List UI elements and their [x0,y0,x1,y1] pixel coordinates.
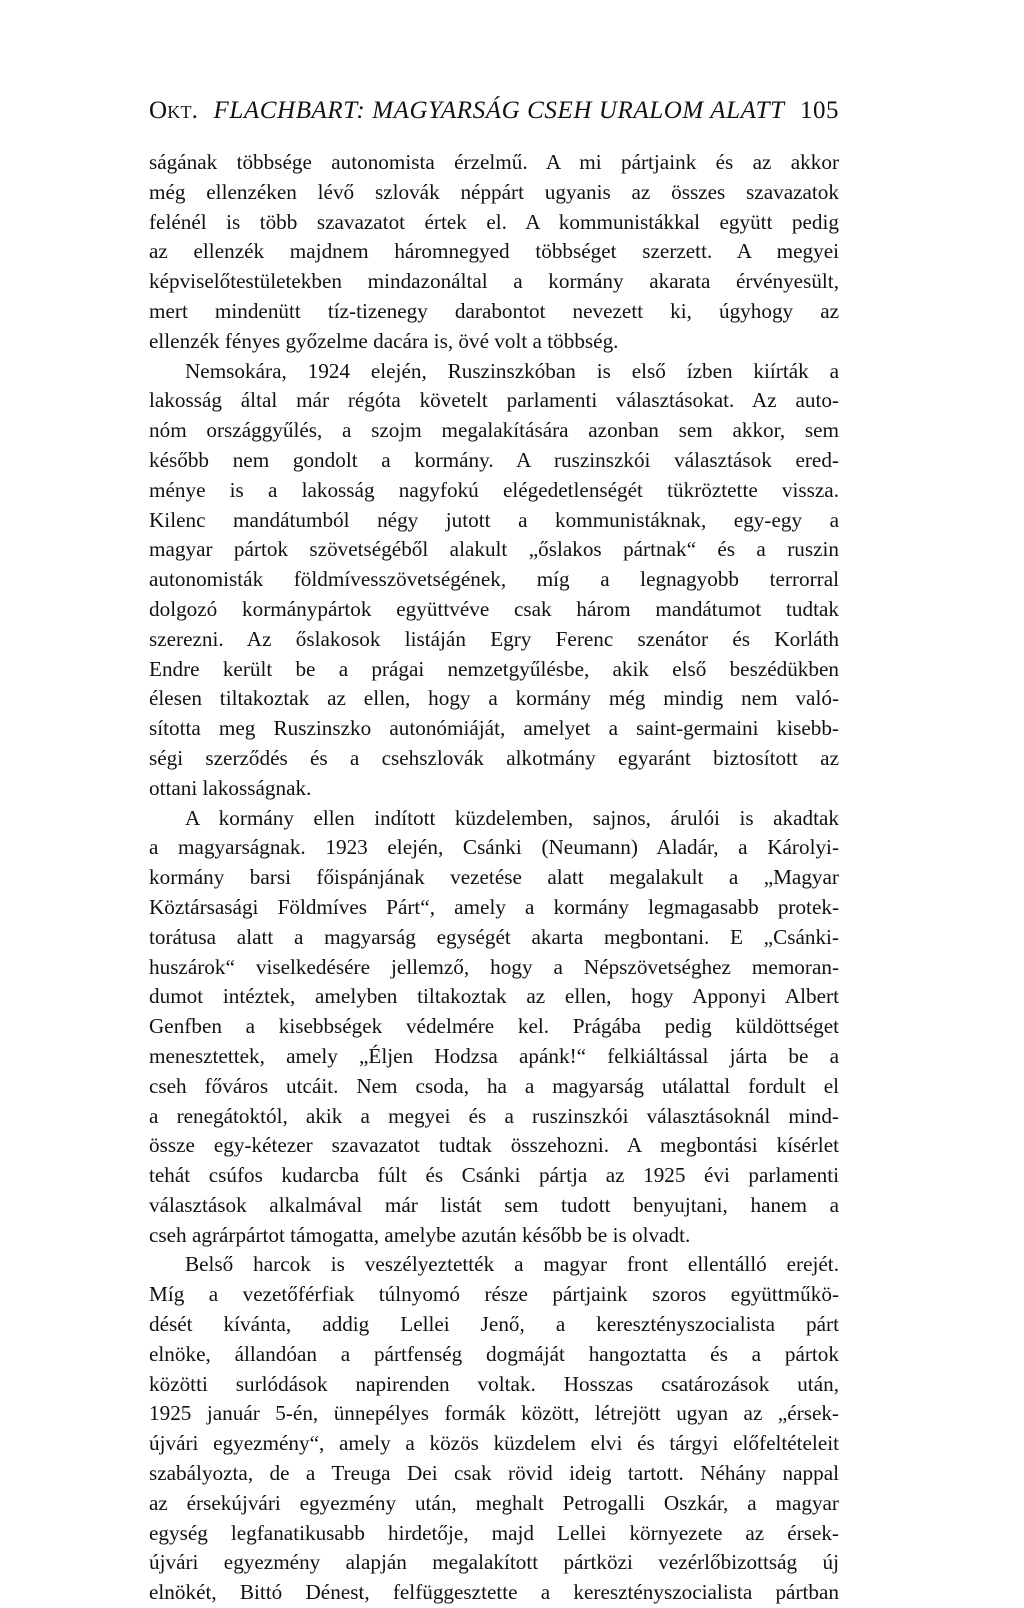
text-line: Genfben a kisebbségek védelmére kel. Prágába pedig küldöttséget [149,1014,839,1039]
text-line: ságának többsége autonomista érzelmű. A mi pártjaink és az akkor [149,150,839,174]
text-line: tehát csúfos kudarcba fúlt és Csánki pártja az 1925 évi parlamenti [149,1163,839,1188]
text-line: még ellenzéken lévő szlovák néppárt ugyanis az összes szavazatok [149,179,839,204]
running-header [149,96,839,126]
text-line: ménye is a lakosság nagyfokú elégedetlenségét tükröztette vissza. [149,477,839,502]
text-line: Belső harcok is veszélyeztették a magyar front ellentálló erejét. [185,1252,839,1277]
text-line: választások alkalmával már listát sem tudott benyujtani, hanem a [149,1192,839,1217]
text-line: Endre került be a prágai nemzetgyűlésbe, akik első beszédükben [149,656,839,681]
text-line: elnökét, Bittó Dénest, felfüggesztette a keresztényszocialista pártban [149,1580,839,1605]
text-line: szerezni. Az őslakosok listáján Egry Ferenc szenátor és Korláth [149,626,839,651]
header-title: FLACHBART: MAGYARSÁG CSEH URALOM ALATT [213,97,785,124]
text-line: Kilenc mandátumból négy jutott a kommunistáknak, egy-egy a [149,507,839,532]
text-line: Míg a vezetőférfiak túlnyomó része pártjaink szoros együttműkö- [149,1282,839,1307]
text-line: sította meg Ruszinszko autonómiáját, amelyet a saint-germaini kisebb- [149,716,839,741]
book-page [149,96,839,1608]
text-line: Nemsokára, 1924 elején, Ruszinszkóban is első ízben kiírták a [185,358,839,383]
text-line: A kormány ellen indított küzdelemben, sajnos, árulói is akadtak [185,805,839,830]
text-line: ségi szerződés és a csehszlovák alkotmány egyaránt biztosított az [149,745,839,770]
text-line: a magyarságnak. 1923 elején, Csánki (Neumann) Aladár, a Károlyi- [149,835,839,860]
text-line: dését kívánta, addig Lellei Jenő, a keresztényszocialista párt [149,1312,839,1337]
text-line: a renegátoktól, akik a megyei és a ruszinszkói választásoknál mind- [149,1103,839,1128]
text-line: képviselőtestületekben mindazonáltal a kormány akarata érvényesült, [149,269,839,294]
text-line: újvári egyezmény alapján megalakított pártközi vezérlőbizottság új [149,1550,839,1575]
text-line: egység legfanatikusabb hirdetője, majd Lellei környezete az érsek- [149,1520,839,1545]
text-line: élesen tiltakoztak az ellen, hogy a kormány még mindig nem való- [149,686,839,711]
text-line: dolgozó kormánypártok együttvéve csak három mandátumot tudtak [149,596,839,621]
text-line: magyar pártok szövetségéből alakult „őslakos pártnak“ és a ruszin [149,537,839,562]
body-text [149,148,839,1608]
text-line: közötti surlódások napirenden voltak. Hosszas csatározások után, [149,1371,839,1396]
text-line: ottani lakosságnak. [149,775,312,800]
text-line: dumot intéztek, amelyben tiltakoztak az ellen, hogy Apponyi Albert [149,984,839,1009]
text-line: cseh agrárpártot támogatta, amelybe azután később be is olvadt. [149,1222,691,1247]
text-line: huszárok“ viselkedésére jellemző, hogy a Népszövetséghez memoran- [149,954,839,979]
text-line: cseh főváros utcáit. Nem csoda, ha a magyarság utálattal fordult el [149,1073,839,1098]
text-line: ellenzék fényes győzelme dacára is, övé volt a többség. [149,328,619,353]
text-line: össze egy-kétezer szavazatot tudtak összehozni. A megbontási kísérlet [149,1133,839,1158]
text-line: újvári egyezmény“, amely a közös küzdelem elvi és tárgyi előfeltételeit [149,1431,839,1456]
text-line: lakosság által már régóta követelt parlamenti választásokat. Az auto- [149,388,839,413]
text-line: nóm országgyűlés, a szojm megalakítására azonban sem akkor, sem [149,418,839,443]
text-line: mert mindenütt tíz-tizenegy darabontot nevezett ki, úgyhogy az [149,298,839,323]
text-line: Köztársasági Földmíves Párt“, amely a kormány legmagasabb protek- [149,894,839,919]
text-line: az érsekújvári egyezmény után, meghalt Petrogalli Oszkár, a magyar [149,1490,839,1515]
text-line: felénél is több szavazatot értek el. A kommunistákkal együtt pedig [149,209,839,234]
text-line: az ellenzék majdnem háromnegyed többséget szerzett. A megyei [149,239,839,264]
page-number: 105 [800,97,839,124]
text-line: 1925 január 5-én, ünnepélyes formák között, létrejött ugyan az „érsek- [149,1401,839,1426]
text-line: autonomisták földmívesszövetségének, míg a legnagyobb terrorral [149,567,839,592]
text-line: elnöke, állandóan a pártfenség dogmáját hangoztatta és a pártok [149,1341,839,1366]
text-line: torátusa alatt a magyarság egységét akarta megbontani. E „Csánki- [149,924,839,949]
header-month: Okt. [149,97,199,124]
text-line: később nem gondolt a kormány. A ruszinszkói választások ered- [149,447,839,472]
text-line: menesztettek, amely „Éljen Hodzsa apánk!“ felkiáltással járta be a [149,1043,839,1068]
text-line: szabályozta, de a Treuga Dei csak rövid ideig tartott. Néhány nappal [149,1461,839,1486]
text-line: kormány barsi főispánjának vezetése alatt megalakult a „Magyar [149,865,839,890]
